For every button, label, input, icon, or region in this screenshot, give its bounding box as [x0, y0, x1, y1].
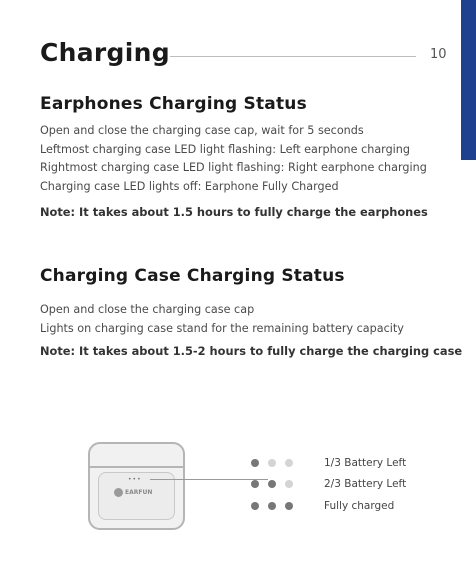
led-dot-lit	[251, 502, 259, 510]
led-pointer-line	[150, 479, 268, 480]
battery-level-label: 1/3 Battery Left	[324, 457, 407, 469]
led-dot-lit	[268, 480, 276, 488]
side-accent-tab	[461, 0, 476, 160]
brand-logo-icon	[114, 488, 123, 497]
battery-level-label: 2/3 Battery Left	[324, 478, 407, 490]
case-logo	[114, 488, 160, 497]
case-logo-text: EARFUN	[125, 489, 153, 496]
case-line: Lights on charging case stand for the remaining battery capacity	[40, 321, 404, 335]
earphones-line: Leftmost charging case LED light flashing: Left earphone charging	[40, 142, 410, 156]
led-dot-lit	[251, 480, 259, 488]
earphones-status-text	[40, 122, 427, 196]
earphones-line: Rightmost charging case LED light flashing: Right earphone charging	[40, 161, 427, 174]
case-note: Note: It takes about 1.5-2 hours to fully charge the charging case	[40, 344, 463, 358]
earphones-note: Note: It takes about 1.5 hours to fully charge the earphones	[40, 205, 428, 219]
page-title: Charging	[40, 38, 170, 67]
earphones-line: Open and close the charging case cap, wait for 5 seconds	[40, 124, 364, 137]
case-status-text	[40, 301, 404, 338]
led-dot-lit	[285, 502, 293, 510]
led-dot-lit	[251, 459, 259, 467]
earphones-line: Charging case LED lights off: Earphone Fully Charged	[40, 179, 339, 193]
led-dot-unlit	[285, 480, 293, 488]
earphones-status-heading: Earphones Charging Status	[40, 94, 307, 114]
case-led-indicators: •••	[128, 476, 142, 483]
charging-case-illustration	[88, 442, 185, 530]
title-divider	[170, 56, 416, 57]
case-lid-seam	[90, 466, 183, 468]
battery-level-label: Fully charged	[324, 500, 395, 512]
led-dot-unlit	[285, 459, 293, 467]
case-line: Open and close the charging case cap	[40, 303, 255, 316]
led-dot-unlit	[268, 459, 276, 467]
case-status-heading: Charging Case Charging Status	[40, 266, 345, 286]
page-number: 10	[430, 47, 447, 62]
led-dot-lit	[268, 502, 276, 510]
